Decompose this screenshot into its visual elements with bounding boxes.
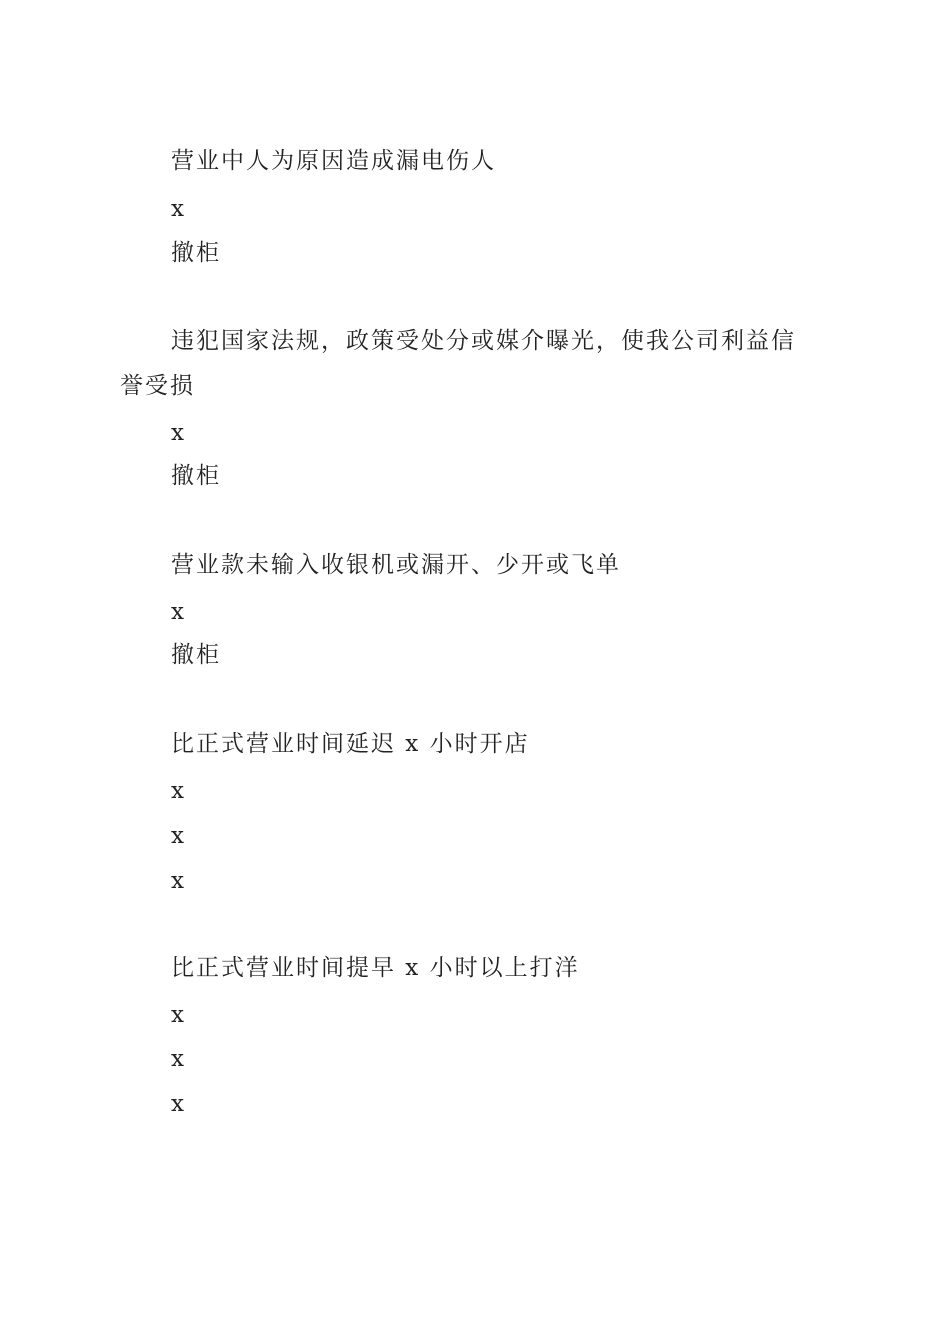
item-5-title: 比正式营业时间提早 x 小时以上打洋: [171, 955, 580, 981]
item-4-value-3: x: [171, 868, 186, 894]
item-5-value-3: x: [171, 1091, 186, 1117]
item-4-value-2: x: [171, 823, 186, 849]
item-4-value-1: x: [171, 778, 186, 804]
item-2-title-line-1: 违犯国家法规，政策受处分或媒介曝光，使我公司利益信: [171, 328, 796, 354]
item-2-value-2: 撤柜: [171, 463, 221, 489]
item-3-value-1: x: [171, 599, 186, 625]
item-1-value-1: x: [171, 196, 186, 222]
item-2-value-1: x: [171, 420, 186, 446]
item-3-title: 营业款未输入收银机或漏开、少开或飞单: [171, 552, 621, 578]
item-2-title-line-2: 誉受损: [120, 373, 195, 399]
item-3-value-2: 撤柜: [171, 642, 221, 668]
item-4-title: 比正式营业时间延迟 x 小时开店: [171, 731, 530, 757]
item-5-value-1: x: [171, 1002, 186, 1028]
item-1-value-2: 撤柜: [171, 240, 221, 266]
item-5-value-2: x: [171, 1046, 186, 1072]
item-1-title: 营业中人为原因造成漏电伤人: [171, 148, 496, 174]
